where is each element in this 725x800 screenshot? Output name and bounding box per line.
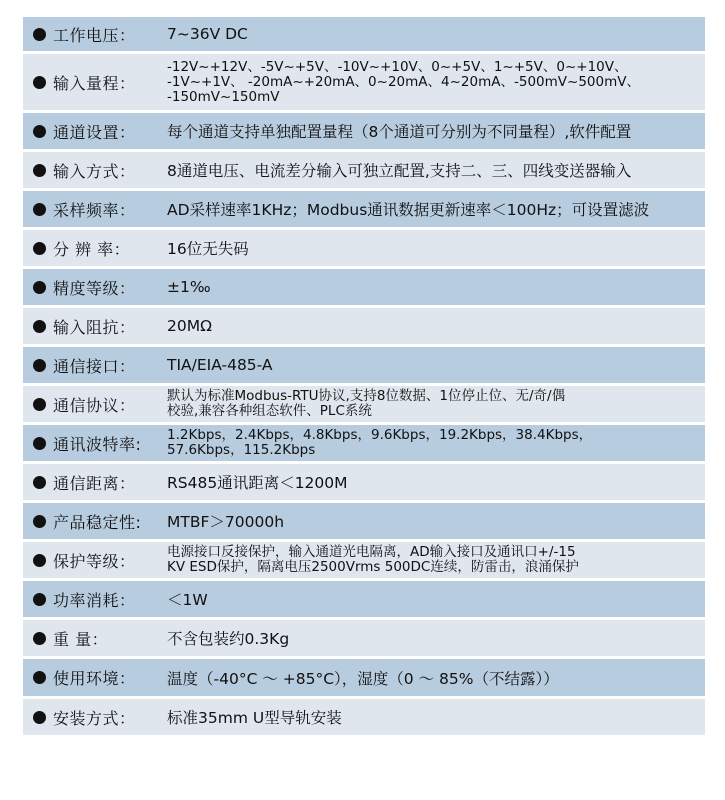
spec-row — [23, 269, 705, 305]
spec-label-text: 重 量： — [53, 629, 109, 649]
spec-label — [23, 699, 166, 735]
spec-label-text: 输入阻抗： — [53, 317, 136, 337]
spec-value — [166, 191, 705, 227]
spec-row — [23, 191, 705, 227]
spec-label-text: 输入量程： — [53, 73, 136, 93]
spec-value — [166, 425, 705, 461]
bullet-icon — [33, 437, 46, 450]
bullet-icon — [33, 515, 46, 528]
spec-value-line: -150mV~150mV — [167, 88, 280, 105]
spec-label — [23, 464, 166, 500]
spec-value-line: -12V~+12V、-5V~+5V、-10V~+10V、0~+5V、1~+5V、0~+10V、 — [167, 58, 628, 75]
bullet-icon — [33, 203, 46, 216]
spec-value-line: 不含包装约0.3Kg — [167, 630, 290, 648]
spec-label-text: 通道设置： — [53, 122, 136, 142]
spec-value-line: 16位无失码 — [167, 240, 249, 258]
bullet-icon — [33, 476, 46, 489]
spec-value — [166, 699, 705, 735]
spec-row — [23, 347, 705, 383]
spec-row — [23, 54, 705, 110]
spec-label — [23, 308, 166, 344]
spec-value — [166, 347, 705, 383]
spec-value — [166, 659, 705, 696]
spec-row — [23, 152, 705, 188]
bullet-icon — [33, 320, 46, 333]
spec-label — [23, 659, 166, 696]
spec-label — [23, 425, 166, 461]
spec-value — [166, 308, 705, 344]
spec-value — [166, 230, 705, 266]
spec-label — [23, 347, 166, 383]
bullet-icon — [33, 359, 46, 372]
spec-label-text: 功率消耗： — [53, 590, 136, 610]
spec-value — [166, 581, 705, 617]
spec-row — [23, 308, 705, 344]
bullet-icon — [33, 242, 46, 255]
spec-value-line: 57.6Kbps，115.2Kbps — [167, 442, 316, 458]
spec-label-text: 通信协议： — [53, 395, 136, 415]
spec-value-line: RS485通讯距离＜1200M — [167, 474, 348, 492]
bullet-icon — [33, 671, 46, 684]
spec-label-text: 通信接口： — [53, 356, 136, 376]
spec-row — [23, 230, 705, 266]
spec-label-text: 分 辨 率： — [53, 239, 131, 259]
spec-row — [23, 425, 705, 461]
spec-row — [23, 464, 705, 500]
spec-value — [166, 620, 705, 656]
spec-value-line: 默认为标准Modbus-RTU协议,支持8位数据、1位停止位、无/奇/偶 — [167, 388, 566, 404]
spec-label — [23, 620, 166, 656]
spec-value-lines — [167, 389, 565, 419]
spec-row — [23, 699, 705, 735]
spec-label — [23, 17, 166, 51]
spec-label-text: 保护等级： — [53, 551, 136, 571]
spec-value-line: AD采样速率1KHz；Modbus通讯数据更新速率＜100Hz；可设置滤波 — [167, 201, 650, 219]
spec-label — [23, 542, 166, 578]
spec-value-line: 8通道电压、电流差分输入可独立配置,支持二、三、四线变送器输入 — [167, 162, 632, 180]
spec-value-line: 20MΩ — [167, 317, 212, 335]
spec-row — [23, 17, 705, 51]
spec-label-text: 采样频率： — [53, 200, 136, 220]
spec-row — [23, 386, 705, 422]
spec-label — [23, 152, 166, 188]
spec-label — [23, 386, 166, 422]
bullet-icon — [33, 164, 46, 177]
spec-value — [166, 386, 705, 422]
spec-row — [23, 620, 705, 656]
spec-value — [166, 269, 705, 305]
spec-label — [23, 269, 166, 305]
spec-label-text: 产品稳定性: — [53, 512, 142, 532]
spec-value — [166, 17, 705, 51]
bullet-icon — [33, 632, 46, 645]
spec-label-text: 输入方式： — [53, 161, 136, 181]
spec-value-line: KV ESD保护，隔离电压2500Vrms 500DC连续，防雷击，浪涌保护 — [167, 559, 579, 575]
spec-label-text: 精度等级： — [53, 278, 136, 298]
spec-label — [23, 191, 166, 227]
spec-label — [23, 54, 166, 110]
spec-value-line: TIA/EIA-485-A — [167, 356, 273, 374]
spec-row — [23, 659, 705, 696]
bullet-icon — [33, 398, 46, 411]
spec-value-line: 电源接口反接保护，输入通道光电隔离，AD输入接口及通讯口+/-15 — [167, 544, 576, 560]
spec-label — [23, 581, 166, 617]
spec-label — [23, 230, 166, 266]
spec-value-lines — [167, 60, 640, 105]
spec-label-text: 工作电压： — [53, 25, 136, 45]
spec-label — [23, 113, 166, 149]
spec-value — [166, 113, 705, 149]
spec-value-line: 每个通道支持单独配置量程（8个通道可分别为不同量程）,软件配置 — [167, 123, 632, 141]
spec-value-lines — [167, 545, 579, 575]
bullet-icon — [33, 711, 46, 724]
bullet-icon — [33, 593, 46, 606]
spec-label-text: 通信距离： — [53, 473, 136, 493]
spec-row — [23, 542, 705, 578]
spec-value-line: 温度（-40°C ～ +85°C），湿度（0 ～ 85%（不结露）） — [167, 669, 559, 688]
spec-value — [166, 464, 705, 500]
spec-value — [166, 152, 705, 188]
spec-value-line: ＜1W — [167, 591, 208, 609]
spec-value-line: 7~36V DC — [167, 25, 248, 43]
spec-value-line: 校验,兼容各种组态软件、PLC系统 — [167, 403, 372, 419]
bullet-icon — [33, 76, 46, 89]
spec-value-line: -1V~+1V、 -20mA~+20mA、0~20mA、4~20mA、-500mV~500mV、 — [167, 73, 640, 90]
bullet-icon — [33, 125, 46, 138]
bullet-icon — [33, 281, 46, 294]
spec-value-line: 标准35mm U型导轨安装 — [167, 709, 342, 727]
spec-row — [23, 503, 705, 539]
spec-row — [23, 113, 705, 149]
spec-value — [166, 54, 705, 110]
spec-table — [23, 17, 705, 738]
spec-value-lines — [167, 428, 592, 458]
spec-label — [23, 503, 166, 539]
spec-label-text: 通讯波特率: — [53, 434, 142, 454]
spec-value-line: 1.2Kbps，2.4Kbps，4.8Kbps，9.6Kbps，19.2Kbps，38.4Kbps， — [167, 427, 593, 443]
spec-label-text: 使用环境： — [53, 669, 136, 688]
bullet-icon — [33, 28, 46, 41]
spec-row — [23, 581, 705, 617]
spec-value — [166, 503, 705, 539]
spec-value-line: MTBF＞70000h — [167, 513, 285, 531]
spec-label-text: 安装方式： — [53, 708, 136, 728]
bullet-icon — [33, 554, 46, 567]
spec-value-line: ±1‰ — [167, 278, 211, 296]
spec-value — [166, 542, 705, 578]
